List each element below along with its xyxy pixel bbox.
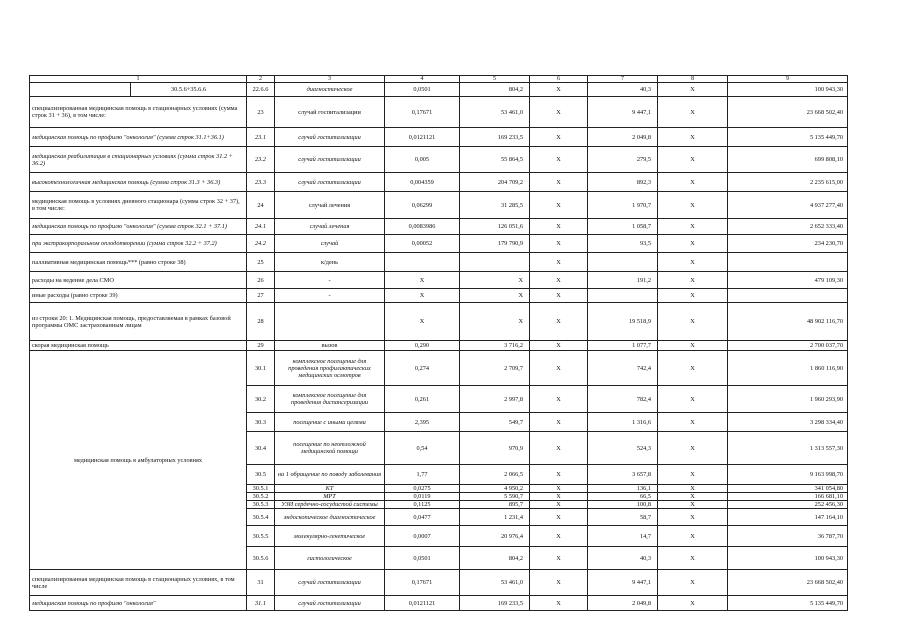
volume-cell: 0,54 (385, 432, 460, 465)
cost-cell: 204 709,2 (460, 173, 530, 192)
per-capita-cell: 58,7 (588, 509, 658, 526)
column-number: 4 (385, 76, 460, 83)
unit-cell: гистологическое (275, 547, 385, 570)
row-number-cell: 30.5.4 (247, 509, 275, 526)
unit-cell: молекулярно-генетическое (275, 526, 385, 547)
row-name-cell: специализированная медицинская помощь в стационарных условиях (сумма строк 31 + 36), в том числе: (30, 97, 247, 128)
column-number: 8 (658, 76, 728, 83)
report-table (29, 75, 848, 611)
col5-cell: X (530, 97, 588, 128)
col7-cell: X (658, 386, 728, 413)
col7-cell: X (658, 272, 728, 289)
row-number-cell: 23.3 (247, 173, 275, 192)
unit-cell: случай госпитализации (275, 596, 385, 611)
row-number-cell: 28 (247, 303, 275, 341)
row-number-cell: 30.5 (247, 465, 275, 485)
blank-cell (30, 83, 131, 96)
table-row (30, 303, 848, 341)
row-number-cell: 30.5.1 (247, 485, 275, 493)
volume-cell: 0,005 (385, 147, 460, 173)
row-number-cell: 30.2 (247, 386, 275, 413)
unit-cell: комплексное посещение для проведения профилактических медицинских осмотров (275, 351, 385, 386)
table-row (30, 570, 848, 596)
volume-cell: 0,0501 (385, 547, 460, 570)
col7-cell: X (658, 147, 728, 173)
per-capita-cell (588, 253, 658, 272)
row-name-cell: медицинская помощь в условиях дневного стационара (сумма строк 32 + 37), в том числе: (30, 192, 247, 219)
cost-cell: 549,7 (460, 413, 530, 432)
volume-cell: 0,261 (385, 386, 460, 413)
table-row (30, 147, 848, 173)
total-cell: 234 230,70 (728, 235, 848, 253)
total-cell: 5 135 449,70 (728, 128, 848, 147)
unit-cell (275, 303, 385, 341)
col7-cell: X (658, 97, 728, 128)
row-number-cell: 30.5.5 (247, 526, 275, 547)
col7-cell: X (658, 570, 728, 596)
total-cell: 166 681,10 (728, 493, 848, 501)
column-number: 2 (247, 76, 275, 83)
volume-cell: 1,77 (385, 465, 460, 485)
unit-cell: случай лечения (275, 192, 385, 219)
total-cell: 2 235 615,00 (728, 173, 848, 192)
col5-cell: X (530, 526, 588, 547)
unit-cell: случай госпитализации (275, 570, 385, 596)
table-row (30, 173, 848, 192)
total-cell: 1 960 293,90 (728, 386, 848, 413)
table-row (30, 272, 848, 289)
row-name-cell: иные расходы (равно строке 39) (30, 289, 247, 303)
col7-cell: X (658, 493, 728, 501)
table-row (30, 83, 848, 97)
row-name-cell: 30.5.6+35.6.6 (170, 86, 207, 93)
per-capita-cell: 9 447,1 (588, 97, 658, 128)
col5-cell: X (530, 128, 588, 147)
total-cell: 100 943,30 (728, 547, 848, 570)
table-row (30, 219, 848, 235)
row-number-cell: 31 (247, 570, 275, 596)
unit-cell: - (275, 289, 385, 303)
table-row (30, 351, 848, 386)
row-number-cell: 29 (247, 341, 275, 351)
per-capita-cell: 9 447,1 (588, 570, 658, 596)
unit-cell: случай госпитализации (275, 173, 385, 192)
volume-cell: 0,00052 (385, 235, 460, 253)
row-number-cell: 24.1 (247, 219, 275, 235)
per-capita-cell: 191,2 (588, 272, 658, 289)
volume-cell: 0,17671 (385, 97, 460, 128)
cost-cell: 804,2 (460, 83, 530, 97)
column-number: 3 (275, 76, 385, 83)
total-cell (728, 253, 848, 272)
volume-cell: X (385, 289, 460, 303)
cost-cell: 169 233,5 (460, 128, 530, 147)
col7-cell: X (658, 351, 728, 386)
row-name-cell: медицинская помощь по профилю "онкология" (сумма строк 31.1+36.1) (30, 128, 247, 147)
row-name-cell: расходы на ведение дела СМО (30, 272, 247, 289)
row-number-cell: 30.5.2 (247, 493, 275, 501)
row-number-cell: 23 (247, 97, 275, 128)
total-cell: 9 163 998,70 (728, 465, 848, 485)
col5-cell: X (530, 253, 588, 272)
cost-cell: 2 709,7 (460, 351, 530, 386)
cost-cell: 53 461,0 (460, 97, 530, 128)
row-name-cell: специализированная медицинская помощь в стационарных условиях, в том числе (30, 570, 247, 596)
col7-cell: X (658, 547, 728, 570)
per-capita-cell: 782,4 (588, 386, 658, 413)
col7-cell: X (658, 465, 728, 485)
total-cell: 48 902 116,70 (728, 303, 848, 341)
total-cell: 23 668 502,40 (728, 97, 848, 128)
cost-cell: X (460, 272, 530, 289)
table-row (30, 97, 848, 128)
total-cell: 2 652 333,40 (728, 219, 848, 235)
row-number-cell: 30.1 (247, 351, 275, 386)
cost-cell: 31 285,5 (460, 192, 530, 219)
total-cell (728, 289, 848, 303)
total-cell: 699 808,10 (728, 147, 848, 173)
row-number-cell: 27 (247, 289, 275, 303)
cost-cell: 1 231,4 (460, 509, 530, 526)
per-capita-cell: 1 077,7 (588, 341, 658, 351)
cost-cell: X (460, 289, 530, 303)
table-row (30, 596, 848, 611)
col5-cell: X (530, 303, 588, 341)
per-capita-cell: 2 049,8 (588, 596, 658, 611)
per-capita-cell: 19 518,9 (588, 303, 658, 341)
per-capita-cell: 136,1 (588, 485, 658, 493)
col5-cell: X (530, 289, 588, 303)
per-capita-cell: 100,8 (588, 501, 658, 509)
volume-cell (385, 253, 460, 272)
row-number-cell: 30.3 (247, 413, 275, 432)
total-cell: 1 860 116,90 (728, 351, 848, 386)
cost-cell: 895,7 (460, 501, 530, 509)
volume-cell: X (385, 272, 460, 289)
total-cell: 252 456,30 (728, 501, 848, 509)
volume-cell: 0,17671 (385, 570, 460, 596)
col7-cell: X (658, 526, 728, 547)
per-capita-cell: 524,3 (588, 432, 658, 465)
unit-cell: КТ (275, 485, 385, 493)
per-capita-cell: 892,3 (588, 173, 658, 192)
row-number-cell: 30.5.6 (247, 547, 275, 570)
col5-cell: X (530, 432, 588, 465)
per-capita-cell: 40,3 (588, 83, 658, 97)
unit-cell: посещение с иными целями (275, 413, 385, 432)
unit-cell: УЗИ сердечно-сосудистой системы (275, 501, 385, 509)
volume-cell: X (385, 303, 460, 341)
per-capita-cell (588, 289, 658, 303)
per-capita-cell: 3 657,8 (588, 465, 658, 485)
unit-cell: диагностическое (275, 83, 385, 97)
row-name-cell: медицинская помощь по профилю "онкология" (30, 596, 247, 611)
row-number-cell: 30.5.3 (247, 501, 275, 509)
unit-cell: эндоскопическое диагностическое (275, 509, 385, 526)
col7-cell: X (658, 83, 728, 97)
table-row (30, 128, 848, 147)
col7-cell: X (658, 192, 728, 219)
col7-cell: X (658, 219, 728, 235)
unit-cell: случай (275, 235, 385, 253)
row-name-cell: медицинская реабилитация в стационарных условиях (сумма строк 31.2 + 36.2) (30, 147, 247, 173)
col5-cell: X (530, 386, 588, 413)
col7-cell: X (658, 303, 728, 341)
col7-cell: X (658, 289, 728, 303)
total-cell: 36 787,70 (728, 526, 848, 547)
cost-cell: 179 790,9 (460, 235, 530, 253)
col5-cell: X (530, 173, 588, 192)
cost-cell: 169 233,5 (460, 596, 530, 611)
total-cell: 4 937 277,40 (728, 192, 848, 219)
total-cell: 147 164,10 (728, 509, 848, 526)
table-row (30, 192, 848, 219)
per-capita-cell: 14,7 (588, 526, 658, 547)
column-number-row (30, 76, 848, 83)
unit-cell: случай госпитализации (275, 147, 385, 173)
row-name-cell: медицинская помощь по профилю "онкология" (сумма строк 32.1 + 37.1) (30, 219, 247, 235)
col5-cell: X (530, 465, 588, 485)
total-cell: 2 700 037,70 (728, 341, 848, 351)
unit-cell: к/день (275, 253, 385, 272)
per-capita-cell: 279,5 (588, 147, 658, 173)
col5-cell: X (530, 501, 588, 509)
col7-cell: X (658, 509, 728, 526)
unit-cell: случай лечения (275, 219, 385, 235)
column-number: 7 (588, 76, 658, 83)
row-number-cell: 30.4 (247, 432, 275, 465)
table-row (30, 289, 848, 303)
per-capita-cell: 1 058,7 (588, 219, 658, 235)
col7-cell: X (658, 341, 728, 351)
unit-cell: комплексное посещение для проведения диспансеризации (275, 386, 385, 413)
total-cell: 341 054,80 (728, 485, 848, 493)
unit-cell: вызов (275, 341, 385, 351)
per-capita-cell: 1 316,6 (588, 413, 658, 432)
unit-cell: - (275, 272, 385, 289)
cost-cell (460, 253, 530, 272)
volume-cell: 0,0501 (385, 83, 460, 97)
per-capita-cell: 2 049,8 (588, 128, 658, 147)
row-name-cell: при экстракорпоральном оплодотворении (сумма строк 32.2 + 37.2) (30, 235, 247, 253)
volume-cell: 0,274 (385, 351, 460, 386)
volume-cell: 0,290 (385, 341, 460, 351)
volume-cell: 0,0119 (385, 493, 460, 501)
row-name-cell: из строки 20: 1. Медицинская помощь, предоставляемая в рамках базовой программы ОМС застрахованным лицам (30, 303, 247, 341)
volume-cell: 0,0083986 (385, 219, 460, 235)
col5-cell: X (530, 493, 588, 501)
cost-cell: 20 976,4 (460, 526, 530, 547)
per-capita-cell: 93,5 (588, 235, 658, 253)
col5-cell: X (530, 351, 588, 386)
column-number: 5 (460, 76, 530, 83)
row-name-cell: паллиативная медицинская помощь*** (равно строке 38) (30, 253, 247, 272)
row-number-cell: 23.2 (247, 147, 275, 173)
row-number-cell: 24 (247, 192, 275, 219)
unit-cell: посещение по неотложной медицинской помощи (275, 432, 385, 465)
total-cell: 5 135 449,70 (728, 596, 848, 611)
cost-cell: 53 461,0 (460, 570, 530, 596)
per-capita-cell: 1 970,7 (588, 192, 658, 219)
col5-cell: X (530, 413, 588, 432)
row-number-cell: 22.6.6 (247, 83, 275, 97)
cost-cell: 2 997,8 (460, 386, 530, 413)
total-cell: 23 668 502,40 (728, 570, 848, 596)
per-capita-cell: 66,5 (588, 493, 658, 501)
unit-cell: случай госпитализации (275, 97, 385, 128)
cost-cell: 3 716,2 (460, 341, 530, 351)
col7-cell: X (658, 413, 728, 432)
cost-cell: 804,2 (460, 547, 530, 570)
volume-cell: 0,0007 (385, 526, 460, 547)
col5-cell: X (530, 570, 588, 596)
row-name-cell: скорая медицинская помощь (30, 341, 247, 351)
col5-cell: X (530, 219, 588, 235)
row-number-cell: 24.2 (247, 235, 275, 253)
total-cell: 100 943,30 (728, 83, 848, 97)
table-row (30, 341, 848, 351)
cost-cell: 55 864,5 (460, 147, 530, 173)
total-cell: 3 298 334,40 (728, 413, 848, 432)
volume-cell: 0,004359 (385, 173, 460, 192)
col5-cell: X (530, 547, 588, 570)
col5-cell: X (530, 341, 588, 351)
col5-cell: X (530, 596, 588, 611)
cost-cell: 2 066,5 (460, 465, 530, 485)
volume-cell: 0,0121121 (385, 128, 460, 147)
table-row (30, 235, 848, 253)
col5-cell: X (530, 83, 588, 97)
col7-cell: X (658, 253, 728, 272)
row-name-cell: высокотехнологичная медицинская помощь (сумма строк 31.3 + 36.3) (30, 173, 247, 192)
volume-cell: 0,0477 (385, 509, 460, 526)
cost-cell: 970,9 (460, 432, 530, 465)
col7-cell: X (658, 596, 728, 611)
col5-cell: X (530, 509, 588, 526)
per-capita-cell: 742,4 (588, 351, 658, 386)
cost-cell: 126 051,6 (460, 219, 530, 235)
row-name-cell: медицинская помощь в амбулаторных условиях (30, 351, 247, 570)
cost-cell: X (460, 303, 530, 341)
row-number-cell: 25 (247, 253, 275, 272)
volume-cell: 0,1125 (385, 501, 460, 509)
total-cell: 1 313 557,30 (728, 432, 848, 465)
col7-cell: X (658, 173, 728, 192)
table-row (30, 253, 848, 272)
cost-cell: 4 950,2 (460, 485, 530, 493)
col7-cell: X (658, 485, 728, 493)
column-number: 9 (728, 76, 848, 83)
col7-cell: X (658, 235, 728, 253)
col5-cell: X (530, 192, 588, 219)
volume-cell: 2,395 (385, 413, 460, 432)
unit-cell: случай госпитализации (275, 128, 385, 147)
col5-cell: X (530, 485, 588, 493)
col5-cell: X (530, 235, 588, 253)
per-capita-cell: 40,3 (588, 547, 658, 570)
volume-cell: 0,0121121 (385, 596, 460, 611)
column-number: 6 (530, 76, 588, 83)
col5-cell: X (530, 272, 588, 289)
volume-cell: 0,0275 (385, 485, 460, 493)
column-number: 1 (30, 76, 247, 83)
cost-cell: 5 590,7 (460, 493, 530, 501)
row-number-cell: 26 (247, 272, 275, 289)
col7-cell: X (658, 432, 728, 465)
col5-cell: X (530, 147, 588, 173)
col7-cell: X (658, 128, 728, 147)
unit-cell: МРТ (275, 493, 385, 501)
volume-cell: 0,06299 (385, 192, 460, 219)
row-number-cell: 23.1 (247, 128, 275, 147)
col7-cell: X (658, 501, 728, 509)
row-number-cell: 31.1 (247, 596, 275, 611)
unit-cell: на 1 обращение по поводу заболевания (275, 465, 385, 485)
total-cell: 479 109,30 (728, 272, 848, 289)
